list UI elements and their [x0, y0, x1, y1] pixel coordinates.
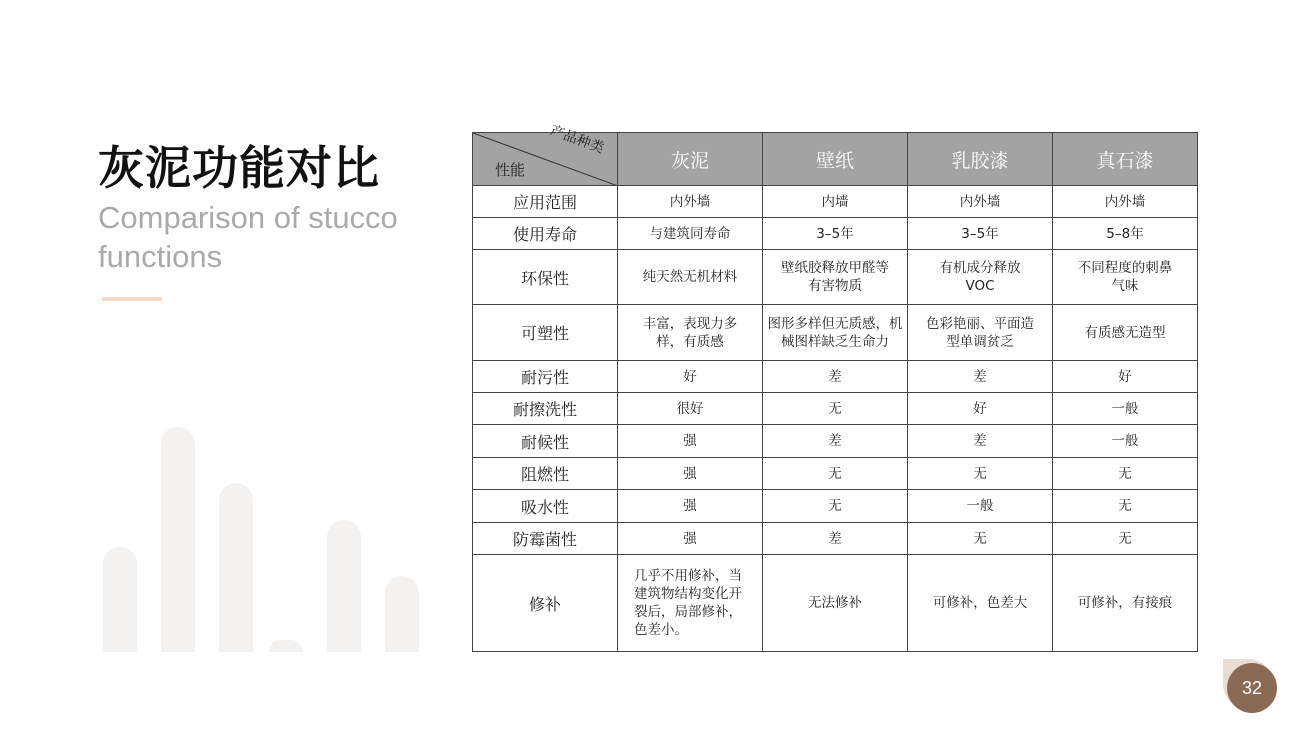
row-label: 防霉菌性 [473, 523, 618, 555]
row-label: 使用寿命 [473, 218, 618, 250]
table-cell: 好 [618, 361, 763, 393]
page-subtitle: Comparison of stucco functions [98, 200, 398, 274]
table-cell: 一般 [1053, 393, 1198, 425]
page-title: 灰泥功能对比 [98, 141, 380, 195]
table-cell: 无 [908, 458, 1053, 490]
table-cell: 3–5年 [908, 218, 1053, 250]
table-row [473, 250, 1198, 305]
row-label: 环保性 [473, 250, 618, 305]
table-cell: 5–8年 [1053, 218, 1198, 250]
deco-bar [327, 520, 361, 652]
table-cell: 无 [763, 393, 908, 425]
row-label: 可塑性 [473, 305, 618, 361]
row-label: 耐候性 [473, 425, 618, 458]
table-cell: 强 [618, 458, 763, 490]
table-row [473, 490, 1198, 523]
table-cell: 内外墙 [618, 186, 763, 218]
deco-bar [103, 547, 137, 652]
column-header: 乳胶漆 [908, 133, 1053, 186]
table-row [473, 186, 1198, 218]
table-cell: 3–5年 [763, 218, 908, 250]
table-cell: 有质感无造型 [1053, 305, 1198, 361]
table-cell: 有机成分释放VOC [908, 250, 1053, 305]
table-row [473, 393, 1198, 425]
accent-divider [102, 297, 162, 301]
table-cell: 很好 [618, 393, 763, 425]
table-cell: 好 [908, 393, 1053, 425]
table-cell: 一般 [1053, 425, 1198, 458]
table-cell: 差 [763, 361, 908, 393]
deco-bar [161, 427, 195, 652]
table-cell: 无法修补 [763, 555, 908, 652]
table-cell: 几乎不用修补，当建筑物结构变化开裂后，局部修补，色差小。 [618, 555, 763, 652]
table-cell: 无 [1053, 458, 1198, 490]
table-cell: 一般 [908, 490, 1053, 523]
column-header: 壁纸 [763, 133, 908, 186]
table-row [473, 361, 1198, 393]
table-cell: 无 [763, 458, 908, 490]
table-cell: 无 [908, 523, 1053, 555]
deco-bar [219, 483, 253, 652]
table-cell: 好 [1053, 361, 1198, 393]
table-cell: 可修补，色差大 [908, 555, 1053, 652]
table-cell: 强 [618, 425, 763, 458]
corner-label-product: 产品种类 [547, 122, 606, 157]
column-header: 灰泥 [618, 133, 763, 186]
comparison-table [472, 122, 1198, 652]
table-cell: 色彩艳丽、平面造型单调贫乏 [908, 305, 1053, 361]
table-cell: 差 [763, 523, 908, 555]
table-cell: 图形多样但无质感，机械图样缺乏生命力 [763, 305, 908, 361]
deco-bar [269, 640, 303, 652]
table-row [473, 305, 1198, 361]
deco-bar [385, 576, 419, 652]
table-cell: 无 [1053, 523, 1198, 555]
table-cell: 内墙 [763, 186, 908, 218]
table-cell: 壁纸胶释放甲醛等有害物质 [763, 250, 908, 305]
table-cell: 纯天然无机材料 [618, 250, 763, 305]
row-label: 吸水性 [473, 490, 618, 523]
table-cell: 强 [618, 490, 763, 523]
table-cell: 无 [763, 490, 908, 523]
table-row [473, 425, 1198, 458]
table-cell: 可修补，有接痕 [1053, 555, 1198, 652]
table-cell: 无 [1053, 490, 1198, 523]
table-cell: 强 [618, 523, 763, 555]
table-row [473, 555, 1198, 652]
column-header: 真石漆 [1053, 133, 1198, 186]
table-cell: 不同程度的刺鼻气味 [1053, 250, 1198, 305]
table-header-row [473, 133, 1198, 186]
table-cell: 内外墙 [908, 186, 1053, 218]
table-row [473, 218, 1198, 250]
row-label: 应用范围 [473, 186, 618, 218]
table-cell: 差 [763, 425, 908, 458]
table-cell: 差 [908, 425, 1053, 458]
table-row [473, 458, 1198, 490]
page-number-badge [1223, 659, 1277, 713]
row-label: 修补 [473, 555, 618, 652]
table-cell: 内外墙 [1053, 186, 1198, 218]
corner-header-cell [473, 122, 618, 186]
corner-label-performance: 性能 [495, 161, 526, 179]
row-label: 耐污性 [473, 361, 618, 393]
table-cell: 丰富，表现力多样，有质感 [618, 305, 763, 361]
row-label: 阻燃性 [473, 458, 618, 490]
table-cell: 差 [908, 361, 1053, 393]
row-label: 耐擦洗性 [473, 393, 618, 425]
table-row [473, 523, 1198, 555]
page-number: 32 [1227, 663, 1277, 713]
table-cell: 与建筑同寿命 [618, 218, 763, 250]
